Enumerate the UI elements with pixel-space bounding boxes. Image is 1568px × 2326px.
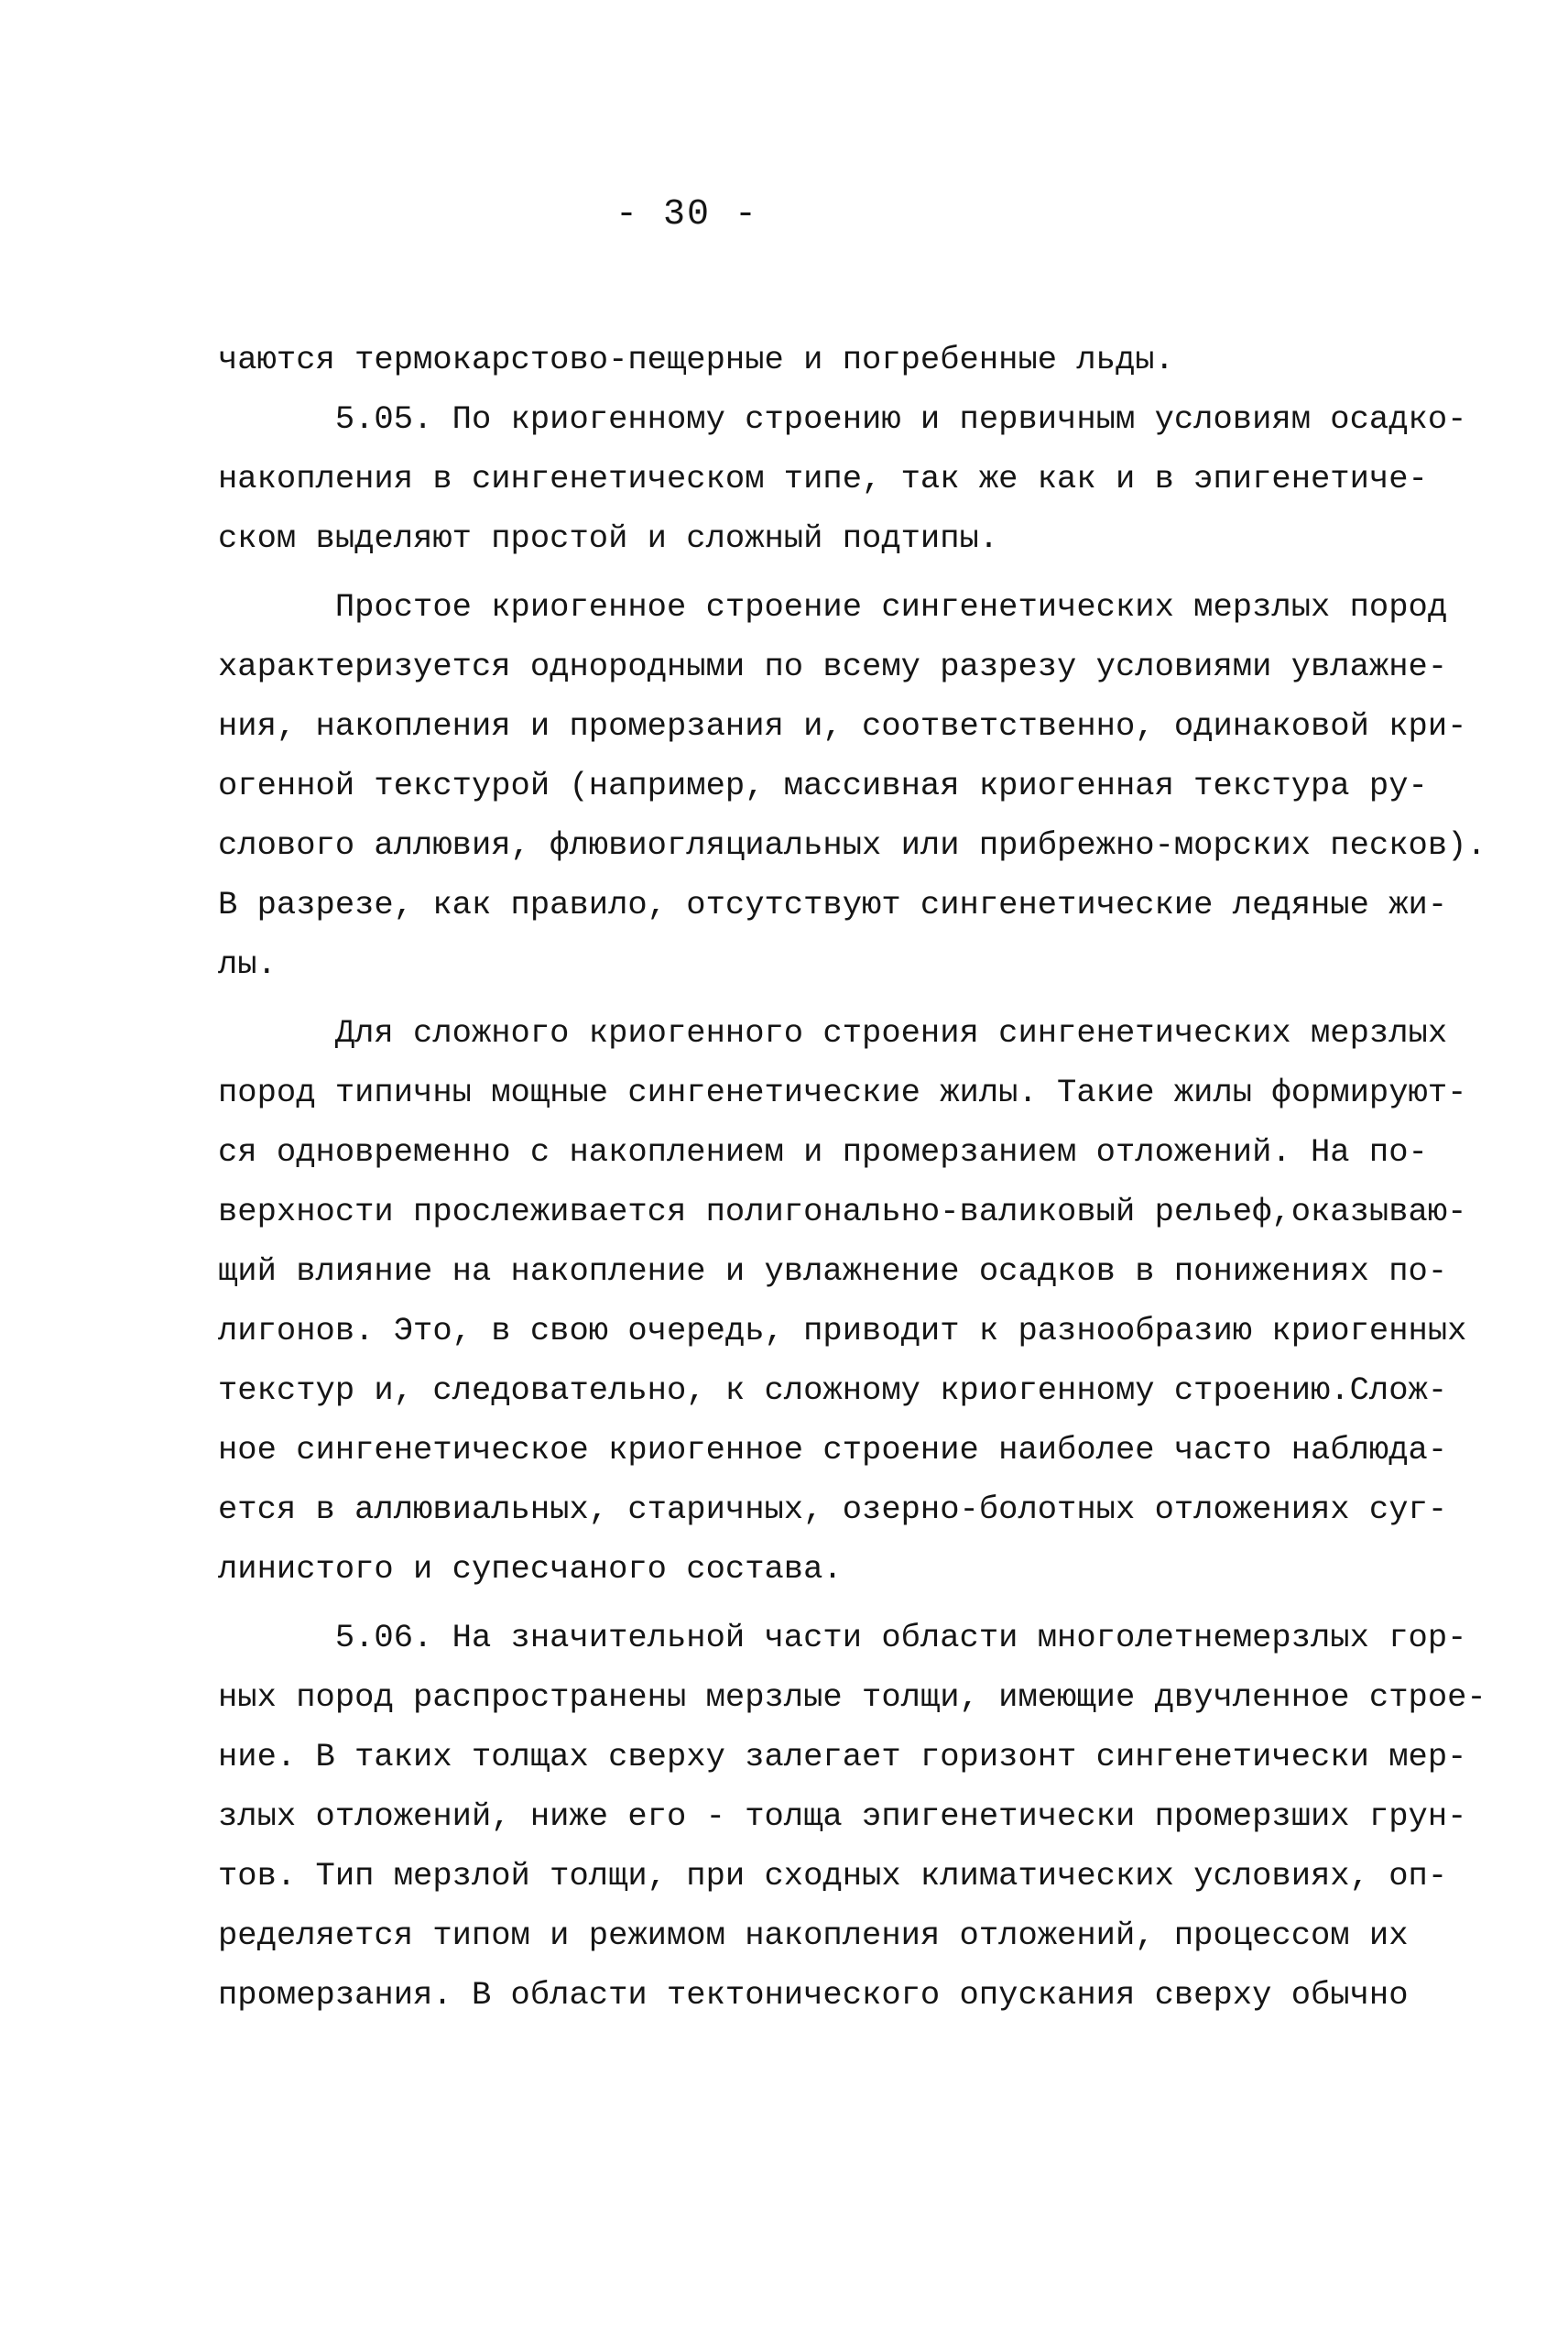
text-line: Простое криогенное строение сингенетических мерзлых пород [218, 588, 1448, 626]
text-line: ределяется типом и режимом накопления отложений, процессом их [218, 1916, 1409, 1954]
text-line: чаются термокарстово-пещерные и погребенные льды. [218, 341, 1174, 378]
text-line: лы. [218, 945, 277, 983]
text-line: слового аллювия, флювиогляциальных или прибрежно-морских песков). [218, 826, 1486, 864]
text-line: промерзания. В области тектонического опускания сверху обычно [218, 1976, 1409, 2014]
text-line: накопления в сингенетическом типе, так же как и в эпигенетиче- [218, 460, 1428, 497]
body-text [218, 330, 1486, 2025]
text-line: тов. Тип мерзлой толщи, при сходных климатических условиях, оп- [218, 1857, 1448, 1895]
text-line: лигонов. Это, в свою очередь, приводит к разнообразию криогенных [218, 1312, 1467, 1349]
text-line: ся одновременно с накоплением и промерзанием отложений. На по- [218, 1133, 1428, 1171]
paragraph-gap [218, 994, 1427, 1003]
text-line: 5.06. На значительной части области многолетнемерзлых гор- [218, 1619, 1467, 1656]
text-line: злых отложений, ниже его - толща эпигенетически промерзших грун- [218, 1797, 1467, 1835]
text-line: В разрезе, как правило, отсутствуют сингенетические ледяные жи- [218, 886, 1448, 923]
text-line: ние. В таких толщах сверху залегает горизонт сингенетически мер- [218, 1738, 1467, 1775]
text-line: ных пород распространены мерзлые толщи, имеющие двучленное строе- [218, 1678, 1486, 1716]
page-number: - 30 - [615, 194, 759, 235]
text-line: характеризуется однородными по всему разрезу условиями увлажне- [218, 648, 1448, 685]
text-line: текстур и, следовательно, к сложному криогенному строению.Слож- [218, 1371, 1448, 1409]
text-line: верхности прослеживается полигонально-валиковый рельеф,оказываю- [218, 1193, 1467, 1230]
text-line: щий влияние на накопление и увлажнение осадков в понижениях по- [218, 1252, 1448, 1290]
text-line: ском выделяют простой и сложный подтипы. [218, 519, 999, 557]
text-line: линистого и супесчаного состава. [218, 1550, 843, 1588]
text-line: огенной текстурой (например, массивная криогенная текстура ру- [218, 767, 1428, 804]
text-line: 5.05. По криогенному строению и первичным условиям осадко- [218, 400, 1467, 438]
text-line: ется в аллювиальных, старичных, озерно-болотных отложениях суг- [218, 1491, 1448, 1528]
text-line: пород типичны мощные сингенетические жилы. Такие жилы формируют- [218, 1074, 1467, 1111]
paragraph-gap [218, 1599, 1427, 1608]
paragraph-gap [218, 568, 1427, 577]
text-line: ное сингенетическое криогенное строение наиболее часто наблюда- [218, 1431, 1448, 1469]
text-line: Для сложного криогенного строения сингенетических мерзлых [218, 1014, 1448, 1052]
text-line: ния, накопления и промерзания и, соответственно, одинаковой кри- [218, 707, 1467, 745]
